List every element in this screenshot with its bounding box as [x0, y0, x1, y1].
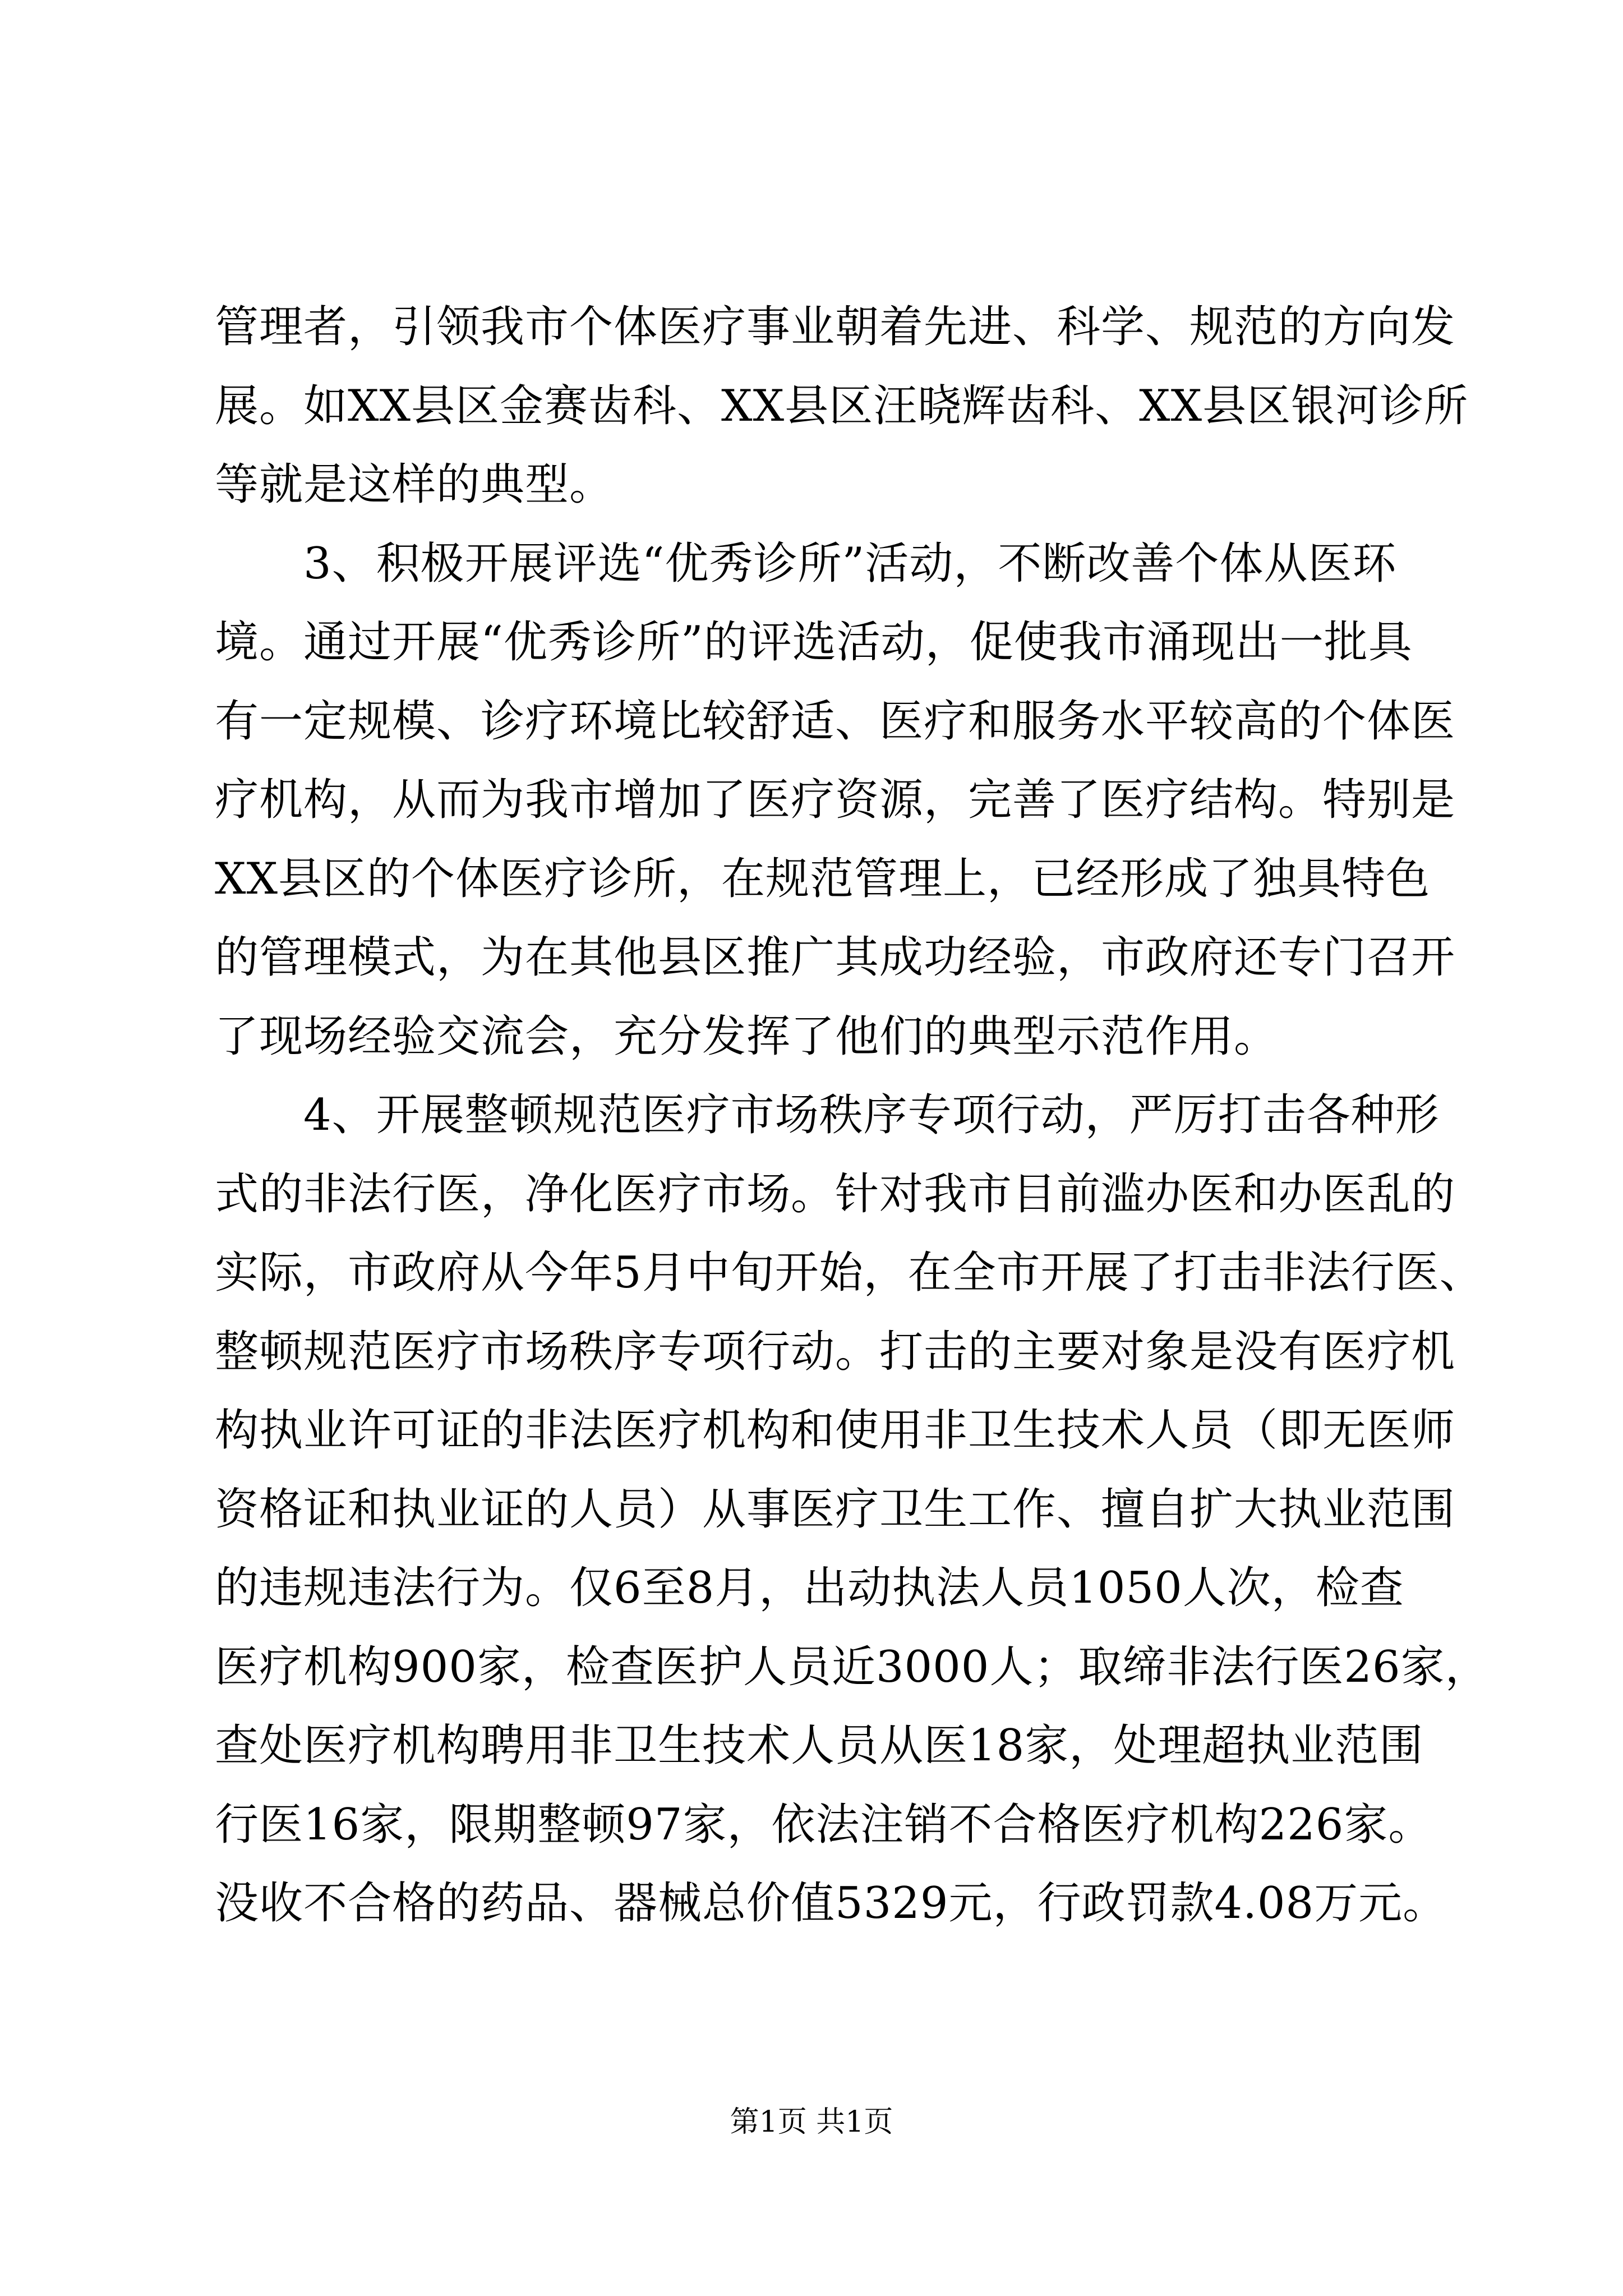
- page-number-label: 第1页 共1页: [730, 2105, 893, 2139]
- text-line: 了现场经验交流会，充分发挥了他们的典型示范作用。: [215, 1011, 1279, 1062]
- text-line: 的管理模式，为在其他县区推广其成功经验，市政府还专门召开: [215, 932, 1456, 983]
- text-line: 管理者，引领我市个体医疗事业朝着先进、科学、规范的方向发: [215, 302, 1456, 352]
- text-line: 4、开展整顿规范医疗市场秩序专项行动，严厉打击各种形: [215, 1090, 1440, 1140]
- text-line: 资格证和执业证的人员）从事医疗卫生工作、擅自扩大执业范围: [215, 1484, 1456, 1535]
- paragraph-3: [215, 1076, 1490, 1943]
- page-footer: [0, 2102, 1623, 2142]
- text-line: 展。如XX县区金赛齿科、XX县区汪晓辉齿科、XX县区银河诊所: [215, 380, 1469, 431]
- text-line: 等就是这样的典型。: [215, 459, 614, 510]
- text-line: 的违规违法行为。仅6至8月，出动执法人员1050人次，检查: [215, 1563, 1404, 1613]
- text-line: 没收不合格的药品、器械总价值5329元，行政罚款4.08万元。: [215, 1878, 1447, 1929]
- paragraph-2: [215, 524, 1456, 1076]
- text-line: 有一定规模、诊疗环境比较舒适、医疗和服务水平较高的个体医: [215, 696, 1456, 747]
- paragraph-1: [215, 288, 1469, 524]
- text-line: 查处医疗机构聘用非卫生技术人员从医18家，处理超执业范围: [215, 1720, 1424, 1771]
- text-line: 整顿规范医疗市场秩序专项行动。打击的主要对象是没有医疗机: [215, 1326, 1456, 1377]
- text-line: 式的非法行医，净化医疗市场。针对我市目前滥办医和办医乱的: [215, 1168, 1456, 1220]
- text-line: 境。通过开展“优秀诊所”的评选活动，促使我市涌现出一批具: [215, 617, 1413, 668]
- text-line: 3、积极开展评选“优秀诊所”活动，不断改善个体从医环: [215, 538, 1397, 589]
- text-line: XX县区的个体医疗诊所，在规范管理上，已经形成了独具特色: [215, 853, 1431, 904]
- text-line: 疗机构，从而为我市增加了医疗资源，完善了医疗结构。特别是: [215, 775, 1456, 825]
- text-line: 行医16家，限期整顿97家，依法注销不合格医疗机构226家。: [215, 1799, 1433, 1850]
- text-line: 医疗机构900家，检查医护人员近3000人；取缔非法行医26家，: [215, 1641, 1490, 1692]
- text-line: 实际，市政府从今年5月中旬开始，在全市开展了打击非法行医、: [215, 1248, 1484, 1298]
- document-body: [215, 288, 1490, 1943]
- text-line: 构执业许可证的非法医疗机构和使用非卫生技术人员（即无医师: [215, 1405, 1456, 1456]
